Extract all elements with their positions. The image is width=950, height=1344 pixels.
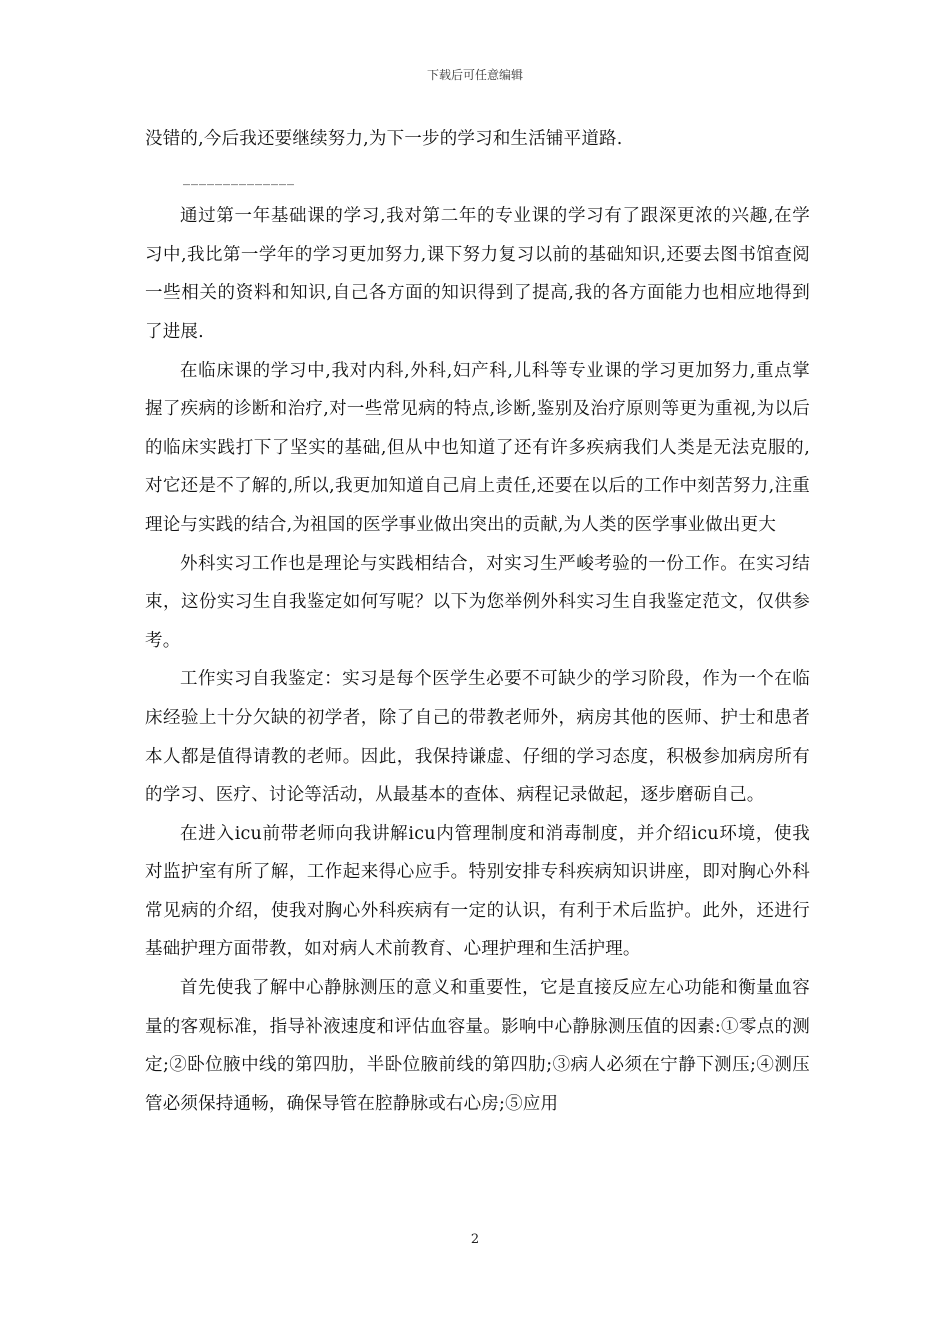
page-number: 2 — [470, 1232, 480, 1247]
paragraph-self-assessment: 工作实习自我鉴定：实习是每个医学生必要不可缺少的学习阶段，作为一个在临床经验上十分欠缺的初学者，除了自己的带教老师外，病房其他的医师、护士和患者本人都是值得请教的老师。因此，我保持谦虚、仔细的学习态度，积极参加病房所有的学习、医疗、讨论等活动，从最基本的查体、病程记录做起，逐步磨砺自己。 — [145, 669, 810, 806]
separator-line: ______________ — [183, 169, 295, 186]
paragraph-surgical-intro: 外科实习工作也是理论与实践相结合，对实习生严峻考验的一份工作。在实习结束，这份实习生自我鉴定如何写呢？以下为您举例外科实习生自我鉴定范文，仅供参考。 — [145, 553, 810, 651]
page-header: 下载后可任意编辑 — [426, 68, 523, 82]
document-body — [145, 120, 810, 1123]
paragraph-cvp: 首先使我了解中心静脉测压的意义和重要性，它是直接反应左心功能和衡量血容量的客观标准，指导补液速度和评估血容量。影响中心静脉测压值的因素:①零点的测定;②卧位腋中线的第四肋，半卧位腋前线的第四肋;③病人必须在宁静下测压;④测压管必须保持通畅，确保导管在腔静脉或右心房;⑤应用 — [145, 978, 810, 1114]
paragraph-continuation: 没错的,今后我还要继续努力,为下一步的学习和生活铺平道路. — [145, 129, 623, 149]
paragraph-icu: 在进入icu前带老师向我讲解icu内管理制度和消毒制度，并介绍icu环境，使我对监护室有所了解，工作起来得心应手。特别安排专科疾病知识讲座，即对胸心外科常见病的介绍，使我对胸心外科疾病有一定的认识，有利于术后监护。此外，还进行基础护理方面带教，如对病人术前教育、心理护理和生活护理。 — [145, 823, 810, 960]
paragraph-basic-courses: 通过第一年基础课的学习,我对第二年的专业课的学习有了跟深更浓的兴趣,在学习中,我比第一学年的学习更加努力,课下努力复习以前的基础知识,还要去图书馆查阅一些相关的资料和知识,自己各方面的知识得到了提高,我的各方面能力也相应地得到了进展. — [145, 206, 810, 342]
paragraph-clinical-courses: 在临床课的学习中,我对内科,外科,妇产科,儿科等专业课的学习更加努力,重点掌握了疾病的诊断和治疗,对一些常见病的特点,诊断,鉴别及治疗原则等更为重视,为以后的临床实践打下了坚实的基础,但从中也知道了还有许多疾病我们人类是无法克服的,对它还是不了解的,所以,我更加知道自己肩上责任,还要在以后的工作中刻苦努力,注重理论与实践的结合,为祖国的医学事业做出突出的贡献,为人类的医学事业做出更大 — [145, 360, 810, 535]
